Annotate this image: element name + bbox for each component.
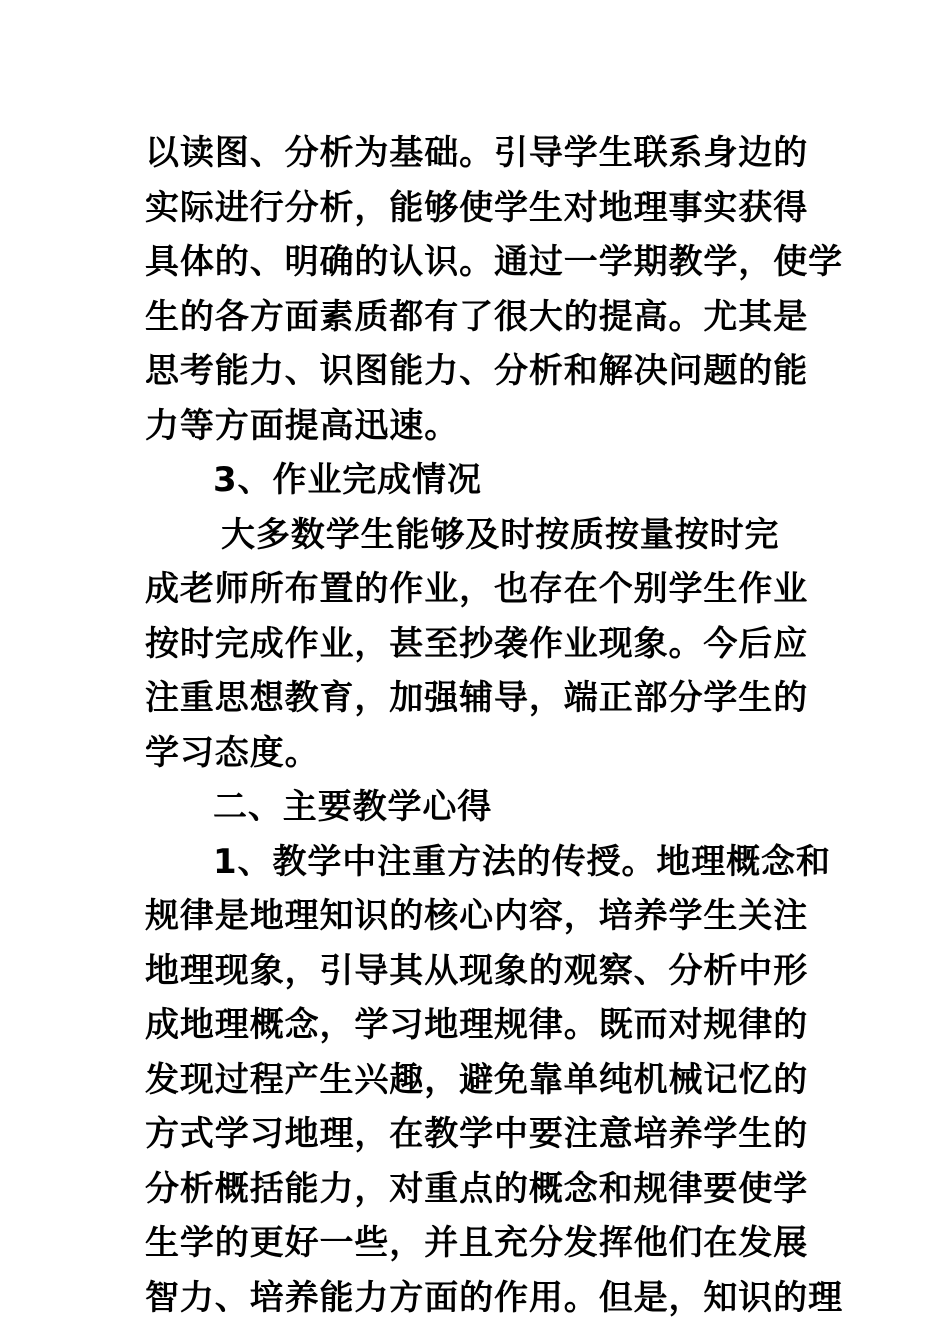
paragraph-line: 按时完成作业，甚至抄袭作业现象。今后应 <box>145 623 809 664</box>
paragraph-line: 力等方面提高迅速。 <box>145 405 460 446</box>
section-heading-teaching-insights: 二、主要教学心得 <box>213 787 493 827</box>
paragraph-line: 生的各方面素质都有了很大的提高。尤其是 <box>145 296 809 337</box>
paragraph-line: 生学的更好一些，并且充分发挥他们在发展 <box>145 1223 809 1263</box>
paragraph-line: 学习态度。 <box>145 732 320 773</box>
paragraph-line: 地理现象，引导其从现象的观察、分析中形 <box>145 950 809 991</box>
paragraph-line: 1、教学中注重方法的传授。地理概念和 <box>213 841 831 882</box>
paragraph-line: 思考能力、识图能力、分析和解决问题的能 <box>145 351 809 391</box>
paragraph-line: 规律是地理知识的核心内容，培养学生关注 <box>145 896 809 936</box>
paragraph-line: 注重思想教育，加强辅导，端正部分学生的 <box>145 678 809 718</box>
paragraph-line: 分析概括能力，对重点的概念和规律要使学 <box>145 1168 809 1209</box>
paragraph-line: 实际进行分析，能够使学生对地理事实获得 <box>145 187 809 228</box>
paragraph-line: 成地理概念，学习地理规律。既而对规律的 <box>145 1005 809 1045</box>
body-text <box>145 126 843 1325</box>
paragraph-line: 发现过程产生兴趣，避免靠单纯机械记忆的 <box>145 1059 809 1100</box>
paragraph-line: 成老师所布置的作业，也存在个别学生作业 <box>145 569 809 609</box>
paragraph-line: 智力、培养能力方面的作用。但是，知识的理 <box>145 1277 843 1318</box>
paragraph-line: 以读图、分析为基础。引导学生联系身边的 <box>145 133 809 173</box>
section-heading-homework: 3、作业完成情况 <box>213 460 482 500</box>
paragraph-line: 大多数学生能够及时按质按量按时完 <box>221 514 780 555</box>
paragraph-line: 方式学习地理，在教学中要注意培养学生的 <box>145 1114 809 1154</box>
paragraph-line: 具体的、明确的认识。通过一学期教学，使学 <box>145 242 843 282</box>
